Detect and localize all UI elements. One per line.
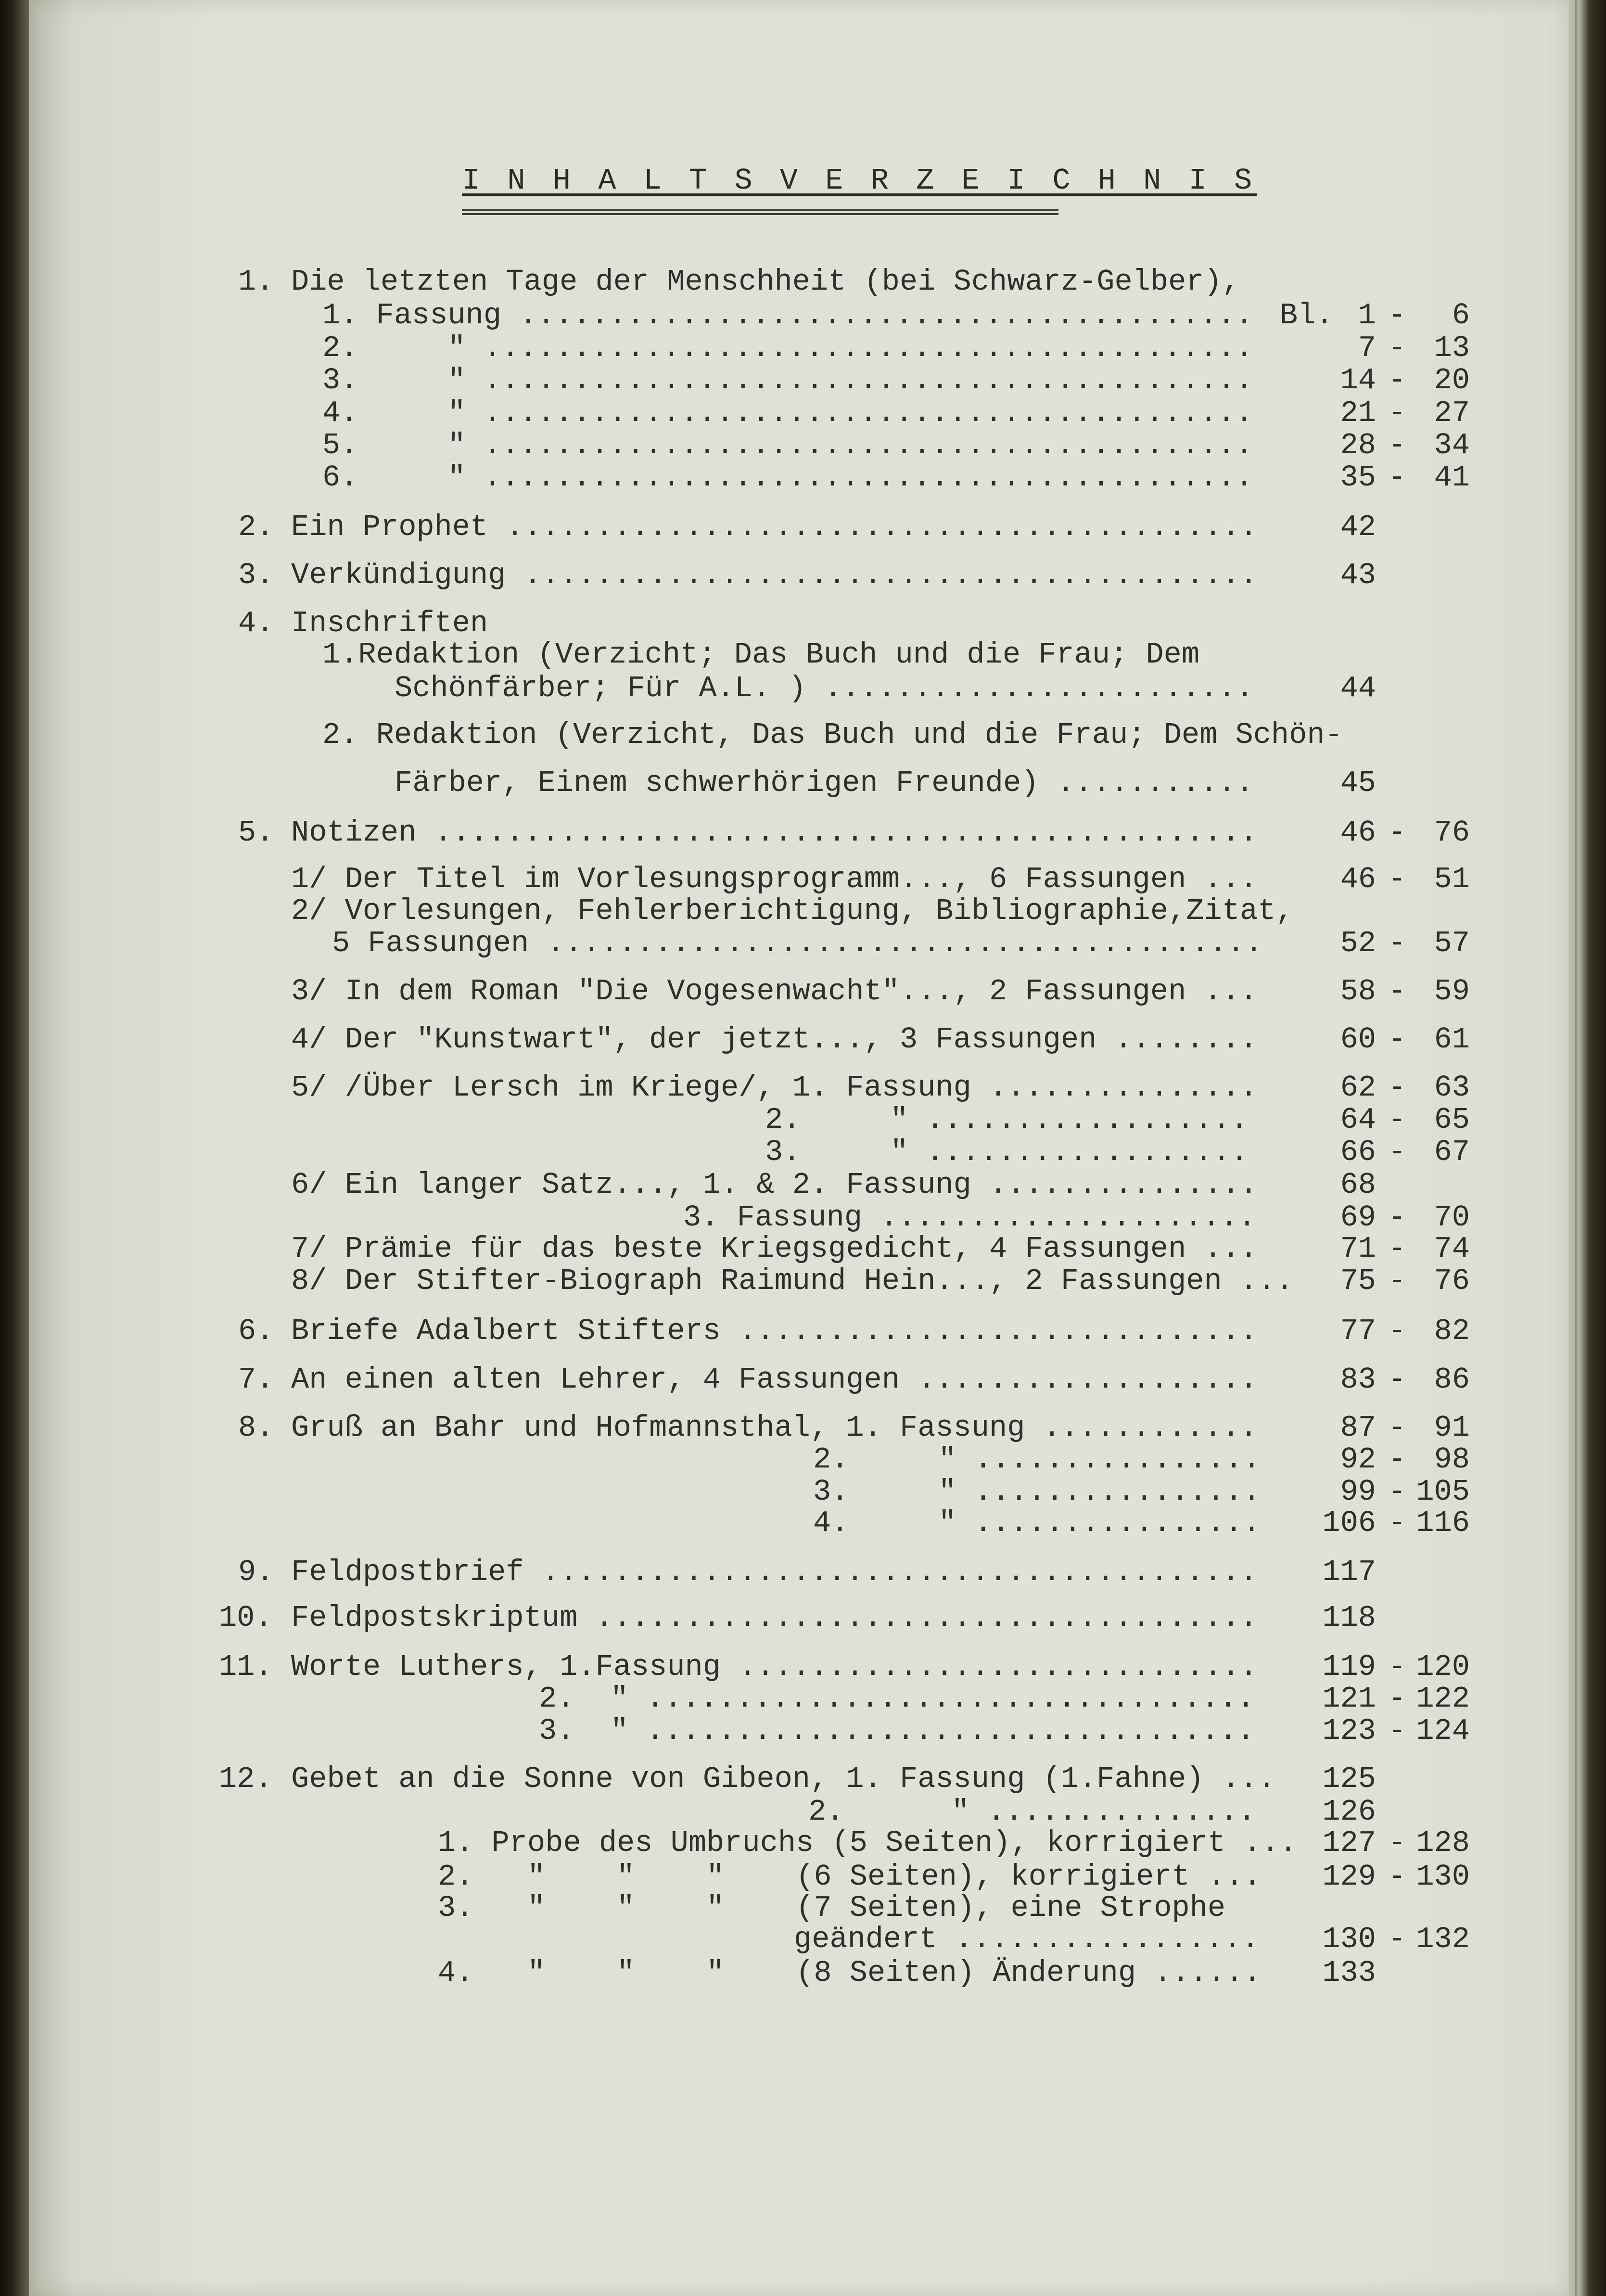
page-from: 118 [1322, 1601, 1377, 1635]
range-dash: - [1388, 974, 1406, 1008]
range-dash: - [1388, 363, 1406, 397]
page-from: 83 [1340, 1363, 1377, 1397]
page-to: 13 [1434, 331, 1470, 365]
range-dash: - [1388, 1922, 1406, 1956]
toc-subentry: 1. Fassung ......................................... [322, 298, 1253, 332]
entry-number: 12. [219, 1762, 273, 1796]
page-to: 132 [1416, 1922, 1470, 1956]
toc-subentry: 2. " .................................. [539, 1682, 1255, 1716]
toc-subentry: 4/ Der "Kunstwart", der jetzt..., 3 Fassungen ........ [291, 1022, 1258, 1057]
range-dash: - [1388, 1826, 1406, 1860]
page-to: 91 [1434, 1411, 1470, 1445]
range-dash: - [1388, 298, 1406, 332]
entry-number: 7. [238, 1363, 274, 1397]
toc-subentry: Färber, Einem schwerhörigen Freunde) ........... [395, 766, 1254, 800]
title-double-rule [462, 209, 1058, 215]
entry-number: 2. [238, 510, 274, 544]
range-dash: - [1388, 1232, 1406, 1266]
range-dash: - [1388, 1506, 1406, 1540]
page-to: 105 [1416, 1475, 1470, 1509]
page-from: 117 [1322, 1555, 1377, 1589]
page-from: 69 [1340, 1200, 1377, 1235]
page-to: 120 [1416, 1650, 1470, 1684]
toc-subentry: 5 Fassungen ........................................ [332, 926, 1263, 960]
toc-subentry: 2. " .................. [765, 1103, 1249, 1137]
toc-subentry: 1. Probe des Umbruchs (5 Seiten), korrigiert ... [438, 1826, 1297, 1860]
page-to: 86 [1434, 1363, 1470, 1397]
page-to: 20 [1434, 363, 1470, 397]
toc-entry: Feldpostbrief ........................................ [291, 1555, 1258, 1589]
entry-number: 10. [219, 1601, 273, 1635]
toc-entry: Gruß an Bahr und Hofmannsthal, 1. Fassung ............ [291, 1411, 1258, 1445]
page-from: 43 [1340, 558, 1377, 592]
toc-subentry: 5. " ........................................... [322, 428, 1253, 462]
range-dash: - [1388, 816, 1406, 850]
page-to: 67 [1434, 1135, 1470, 1169]
page-from: 62 [1340, 1071, 1377, 1105]
page-from: 21 [1340, 396, 1377, 430]
page-from: 121 [1322, 1682, 1377, 1716]
page-to: 63 [1434, 1071, 1470, 1105]
entry-number: 5. [238, 816, 274, 850]
range-dash: - [1388, 1135, 1406, 1169]
range-dash: - [1388, 1200, 1406, 1235]
page-to: 27 [1434, 396, 1470, 430]
page-from: 46 [1340, 862, 1377, 896]
page-to: 128 [1416, 1826, 1470, 1860]
range-dash: - [1388, 1475, 1406, 1509]
range-dash: - [1388, 1363, 1406, 1397]
range-dash: - [1388, 460, 1406, 495]
range-dash: - [1388, 1714, 1406, 1748]
page-to: 74 [1434, 1232, 1470, 1266]
toc-subentry: 3. " ................ [813, 1475, 1261, 1509]
entry-number: 11. [219, 1650, 273, 1684]
page-to: 122 [1416, 1682, 1470, 1716]
page-to: 65 [1434, 1103, 1470, 1137]
page-from: 28 [1340, 428, 1377, 462]
toc-subentry: 5/ /Über Lersch im Kriege/, 1. Fassung ............... [291, 1071, 1258, 1105]
toc-subentry: 4. " ........................................... [322, 396, 1253, 430]
toc-subentry: geändert ................. [794, 1922, 1260, 1956]
edge-strip [1575, 0, 1577, 2296]
toc-subentry: 3. " .................. [765, 1135, 1249, 1169]
page-from: 125 [1322, 1762, 1377, 1796]
toc-entry: An einen alten Lehrer, 4 Fassungen ................... [291, 1363, 1258, 1397]
page-from: 75 [1340, 1264, 1377, 1298]
page-to: 116 [1416, 1506, 1470, 1540]
page-to: 57 [1434, 926, 1470, 960]
range-dash: - [1388, 1022, 1406, 1057]
range-dash: - [1388, 331, 1406, 365]
range-dash: - [1388, 1103, 1406, 1137]
page-to: 130 [1416, 1860, 1470, 1894]
toc-entry: Briefe Adalbert Stifters ............................. [291, 1314, 1258, 1348]
toc-entry: Notizen .............................................. [291, 816, 1258, 850]
page-to: 59 [1434, 974, 1470, 1008]
page-from: 68 [1340, 1168, 1377, 1202]
range-dash: - [1388, 926, 1406, 960]
toc-subentry: Schönfärber; Für A.L. ) ........................ [395, 671, 1254, 705]
page-from: 1 [1358, 298, 1377, 332]
entry-number: 6. [238, 1314, 274, 1348]
toc-subentry: 1/ Der Titel im Vorlesungsprogramm..., 6 Fassungen ... [291, 862, 1258, 896]
page-from: 106 [1322, 1506, 1377, 1540]
page-to: 41 [1434, 460, 1470, 495]
entry-number: 8. [238, 1411, 274, 1445]
page-to: 51 [1434, 862, 1470, 896]
sheet-prefix: Bl. [1280, 298, 1334, 332]
toc-entry: Gebet an die Sonne von Gibeon, 1. Fassung (1.Fahne) ... [291, 1762, 1276, 1796]
page-from: 60 [1340, 1022, 1377, 1057]
page-to: 61 [1434, 1022, 1470, 1057]
page-to: 76 [1434, 816, 1470, 850]
range-dash: - [1388, 396, 1406, 430]
page-from: 71 [1340, 1232, 1377, 1266]
page-from: 129 [1322, 1860, 1377, 1894]
page-from: 35 [1340, 460, 1377, 495]
range-dash: - [1388, 1682, 1406, 1716]
range-dash: - [1388, 1411, 1406, 1445]
page-to: 124 [1416, 1714, 1470, 1748]
page-to: 34 [1434, 428, 1470, 462]
page-from: 133 [1322, 1956, 1377, 1990]
entry-number: 1. [238, 265, 274, 299]
toc-subentry: 2. " ........................................... [322, 331, 1253, 365]
toc-subentry: 3. " ........................................... [322, 363, 1253, 397]
page-from: 44 [1340, 671, 1377, 705]
toc-subentry: 2/ Vorlesungen, Fehlerberichtigung, Bibliographie,Zitat, [291, 894, 1294, 928]
page-to: 70 [1434, 1200, 1470, 1235]
page-from: 52 [1340, 926, 1377, 960]
page-from: 123 [1322, 1714, 1377, 1748]
toc-subentry: 3. Fassung ..................... [683, 1200, 1256, 1235]
range-dash: - [1388, 1071, 1406, 1105]
toc-subentry: 2. Redaktion (Verzicht, Das Buch und die Frau; Dem Schön- [322, 718, 1343, 752]
range-dash: - [1388, 1860, 1406, 1894]
toc-entry: Feldpostskriptum ..................................... [291, 1601, 1258, 1635]
page-from: 127 [1322, 1826, 1377, 1860]
page-to: 6 [1452, 298, 1470, 332]
page-from: 7 [1358, 331, 1377, 365]
page-from: 45 [1340, 766, 1377, 800]
page-from: 46 [1340, 816, 1377, 850]
toc-entry: Verkündigung ......................................... [291, 558, 1258, 592]
entry-number: 3. [238, 558, 274, 592]
toc-subentry: 2. " " " (6 Seiten), korrigiert ... [438, 1860, 1262, 1894]
toc-subentry: 3/ In dem Roman "Die Vogesenwacht"..., 2 Fassungen ... [291, 974, 1258, 1008]
page-from: 92 [1340, 1442, 1377, 1477]
page-from: 87 [1340, 1411, 1377, 1445]
page-from: 126 [1322, 1795, 1377, 1829]
page-to: 76 [1434, 1264, 1470, 1298]
page-from: 99 [1340, 1475, 1377, 1509]
toc-subentry: 2. " ................ [813, 1442, 1261, 1477]
toc-subentry: 3. " .................................. [539, 1714, 1255, 1748]
toc-subentry: 4. " " " (8 Seiten) Änderung ...... [438, 1956, 1262, 1990]
page-from: 64 [1340, 1103, 1377, 1137]
toc-entry: Die letzten Tage der Menschheit (bei Schwarz-Gelber), [291, 265, 1240, 299]
entry-number: 4. [238, 606, 274, 640]
page-edge [1568, 0, 1606, 2296]
page-to: 82 [1434, 1314, 1470, 1348]
page-from: 77 [1340, 1314, 1377, 1348]
toc-subentry: 2. " ............... [808, 1795, 1256, 1829]
toc-subentry: 4. " ................ [813, 1506, 1261, 1540]
page-from: 42 [1340, 510, 1377, 544]
range-dash: - [1388, 1442, 1406, 1477]
toc-subentry: 7/ Prämie für das beste Kriegsgedicht, 4 Fassungen ... [291, 1232, 1258, 1266]
range-dash: - [1388, 428, 1406, 462]
toc-subentry: 6/ Ein langer Satz..., 1. & 2. Fassung ............... [291, 1168, 1258, 1202]
page-to: 98 [1434, 1442, 1470, 1477]
page-from: 130 [1322, 1922, 1377, 1956]
entry-number: 9. [238, 1555, 274, 1589]
toc-subentry: 6. " ........................................... [322, 460, 1253, 495]
page-from: 58 [1340, 974, 1377, 1008]
toc-entry: Inschriften [291, 606, 488, 640]
range-dash: - [1388, 862, 1406, 896]
toc-entry: Ein Prophet .......................................... [291, 510, 1258, 544]
range-dash: - [1388, 1314, 1406, 1348]
page-from: 66 [1340, 1135, 1377, 1169]
range-dash: - [1388, 1264, 1406, 1298]
range-dash: - [1388, 1650, 1406, 1684]
document-title: I N H A L T S V E R Z E I C H N I S [462, 164, 1257, 198]
toc-subentry: 1.Redaktion (Verzicht; Das Buch und die Frau; Dem [322, 638, 1200, 672]
page-from: 119 [1322, 1650, 1377, 1684]
page-from: 14 [1340, 363, 1377, 397]
toc-subentry: 3. " " " (7 Seiten), eine Strophe [438, 1891, 1226, 1925]
toc-subentry: 8/ Der Stifter-Biograph Raimund Hein..., 2 Fassungen ... [291, 1264, 1294, 1298]
toc-entry: Worte Luthers, 1.Fassung ............................. [291, 1650, 1258, 1684]
